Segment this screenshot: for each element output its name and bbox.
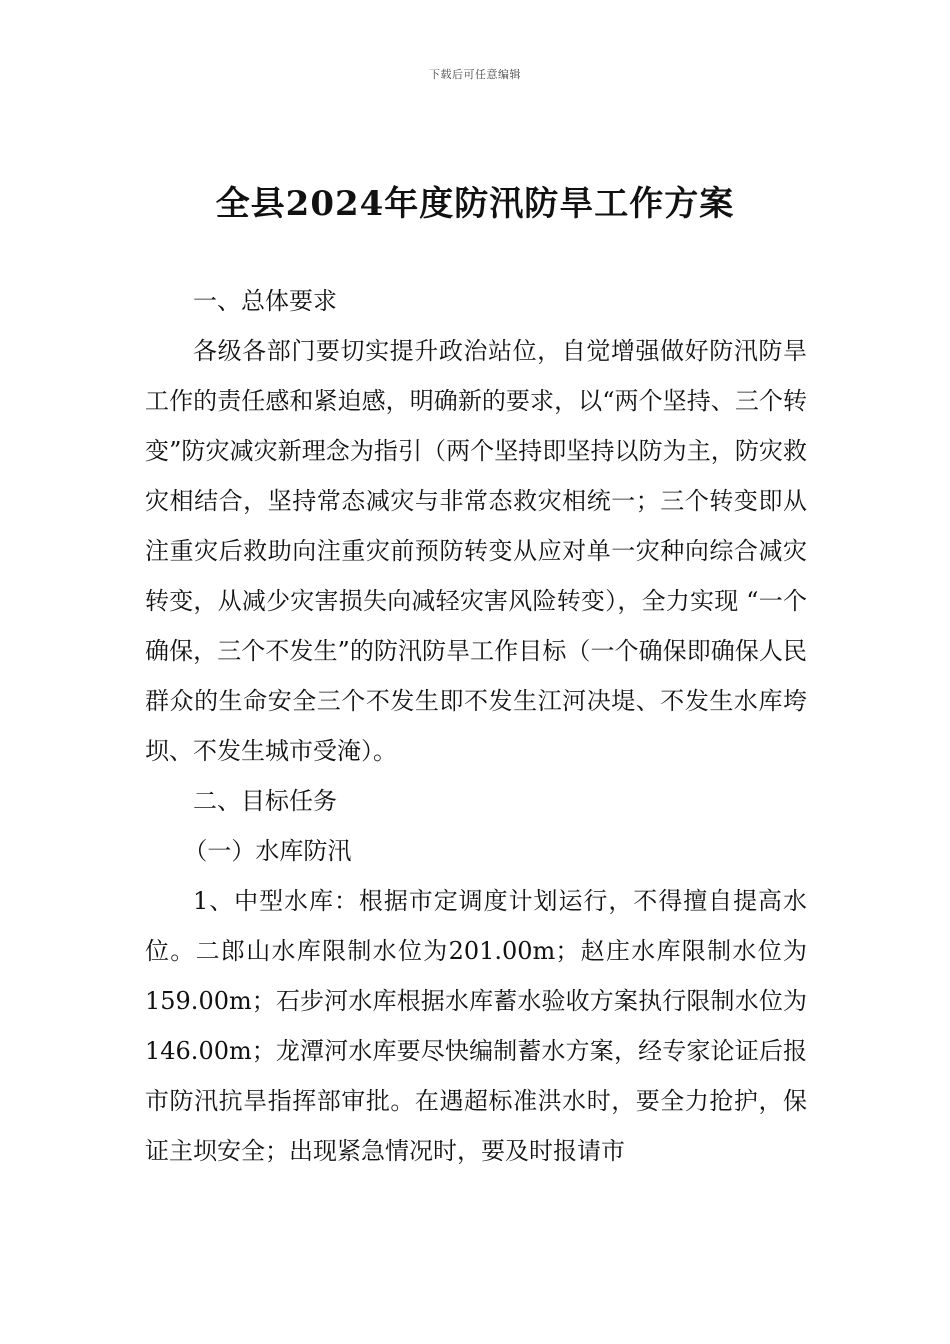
paragraph-medium-reservoirs: 1、中型水库：根据市定调度计划运行，不得擅自提高水位。二郎山水库限制水位为201.00m；赵庄水库限制水位为159.00m；石步河水库根据水库蓄水验收方案执行限制水位为146.00m；龙潭河水库要尽快编制蓄水方案，经专家论证后报市防汛抗旱指挥部审批。在遇超标准洪水时，要全力抢护，保证主坝安全；出现紧急情况时，要及时报请市: [145, 887, 807, 1165]
subsection-heading-reservoir-flood-control: （一）水库防汛: [183, 837, 352, 865]
document-body: [145, 276, 807, 1176]
section-heading-goals-tasks: 二、目标任务: [193, 787, 337, 815]
header-note: 下载后可任意编辑: [429, 68, 521, 81]
paragraph-general-requirements: 各级各部门要切实提升政治站位，自觉增强做好防汛防旱工作的责任感和紧迫感，明确新的要求，以“两个坚持、三个转变”防灾减灾新理念为指引（两个坚持即坚持以防为主，防灾救灾相结合，坚持常态减灾与非常态救灾相统一；三个转变即从注重灾后救助向注重灾前预防转变从应对单一灾种向综合减灾转变，从减少灾害损失向减轻灾害风险转变），全力实现 “一个确保，三个不发生”的防汛防旱工作目标（一个确保即确保人民群众的生命安全三个不发生即不发生江河决堤、不发生水库垮坝、不发生城市受淹）。: [145, 337, 807, 765]
section-heading-general-requirements: 一、总体要求: [193, 287, 337, 315]
document-title: 全县2024年度防汛防旱工作方案: [215, 184, 735, 224]
